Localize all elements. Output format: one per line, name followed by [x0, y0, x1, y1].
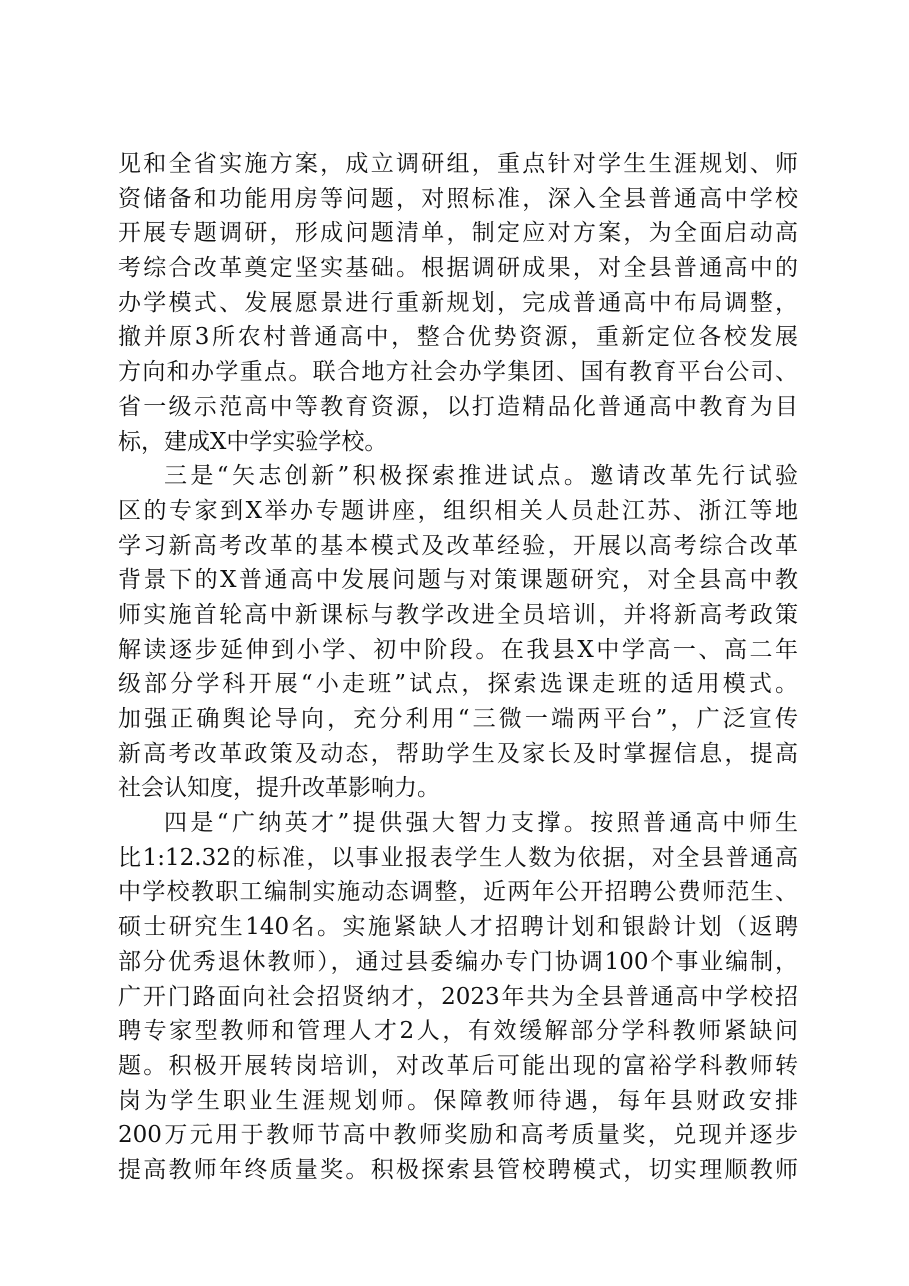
text-line: 比1:12.32的标准，以事业报表学生人数为依据，对全县普通高 — [118, 844, 798, 871]
paragraph — [118, 147, 798, 459]
text-line: 学习新高考改革的基本模式及改革经验，开展以高考综合改革 — [118, 532, 798, 559]
paragraph — [118, 806, 798, 1188]
text-line: 办学模式、发展愿景进行重新规划，完成普通高中布局调整， — [118, 289, 798, 316]
text-line: 广开门路面向社会招贤纳才，2023年共为全县普通高中学校招 — [118, 983, 798, 1010]
paragraph — [118, 459, 798, 806]
text-line: 见和全省实施方案，成立调研组，重点针对学生生涯规划、师 — [118, 151, 798, 177]
text-line: 200万元用于教师节高中教师奖励和高考质量奖，兑现并逐步 — [118, 1122, 798, 1149]
document-body — [118, 147, 798, 1188]
text-line: 方向和办学重点。联合地方社会办学集团、国有教育平台公司、 — [118, 359, 798, 386]
text-line: 师实施首轮高中新课标与教学改进全员培训，并将新高考政策 — [118, 601, 798, 628]
text-line: 级部分学科开展“小走班”试点，探索选课走班的适用模式。 — [118, 671, 798, 698]
text-line: 部分优秀退休教师），通过县委编办专门协调100个事业编制， — [118, 948, 798, 975]
text-line: 区的专家到X举办专题讲座，组织相关人员赴江苏、浙江等地 — [118, 497, 798, 524]
text-line: 开展专题调研，形成问题清单，制定应对方案，为全面启动高 — [118, 220, 798, 247]
text-line: 新高考改革政策及动态，帮助学生及家长及时掌握信息，提高 — [118, 740, 798, 767]
text-line: 岗为学生职业生涯规划师。保障教师待遇，每年县财政安排 — [118, 1087, 798, 1114]
text-line: 硕士研究生140名。实施紧缺人才招聘计划和银龄计划（返聘 — [118, 914, 798, 941]
text-line: 省一级示范高中等教育资源，以打造精品化普通高中教育为目 — [118, 393, 798, 420]
text-line: 提高教师年终质量奖。积极探索县管校聘模式，切实理顺教师 — [118, 1156, 798, 1183]
text-line: 四是“广纳英才”提供强大智力支撑。按照普通高中师生 — [164, 810, 798, 837]
text-line: 三是“矢志创新”积极探索推进试点。邀请改革先行试验 — [164, 463, 798, 490]
text-line: 撤并原3所农村普通高中，整合优势资源，重新定位各校发展 — [118, 324, 798, 351]
text-line: 资储备和功能用房等问题，对照标准，深入全县普通高中学校 — [118, 185, 798, 212]
text-line: 社会认知度，提升改革影响力。 — [118, 775, 440, 802]
text-line: 加强正确舆论导向，充分利用“三微一端两平台”，广泛宣传 — [118, 706, 798, 732]
text-line: 考综合改革奠定坚实基础。根据调研成果，对全县普通高中的 — [118, 255, 798, 282]
text-line: 聘专家型教师和管理人才2人，有效缓解部分学科教师紧缺问 — [118, 1018, 798, 1045]
text-line: 背景下的X普通高中发展问题与对策课题研究，对全县高中教 — [118, 567, 798, 594]
text-line: 中学校教职工编制实施动态调整，近两年公开招聘公费师范生、 — [118, 879, 798, 906]
text-line: 题。积极开展转岗培训，对改革后可能出现的富裕学科教师转 — [118, 1052, 798, 1079]
text-line: 解读逐步延伸到小学、初中阶段。在我县X中学高一、高二年 — [118, 636, 798, 663]
text-line: 标，建成X中学实验学校。 — [118, 428, 388, 455]
